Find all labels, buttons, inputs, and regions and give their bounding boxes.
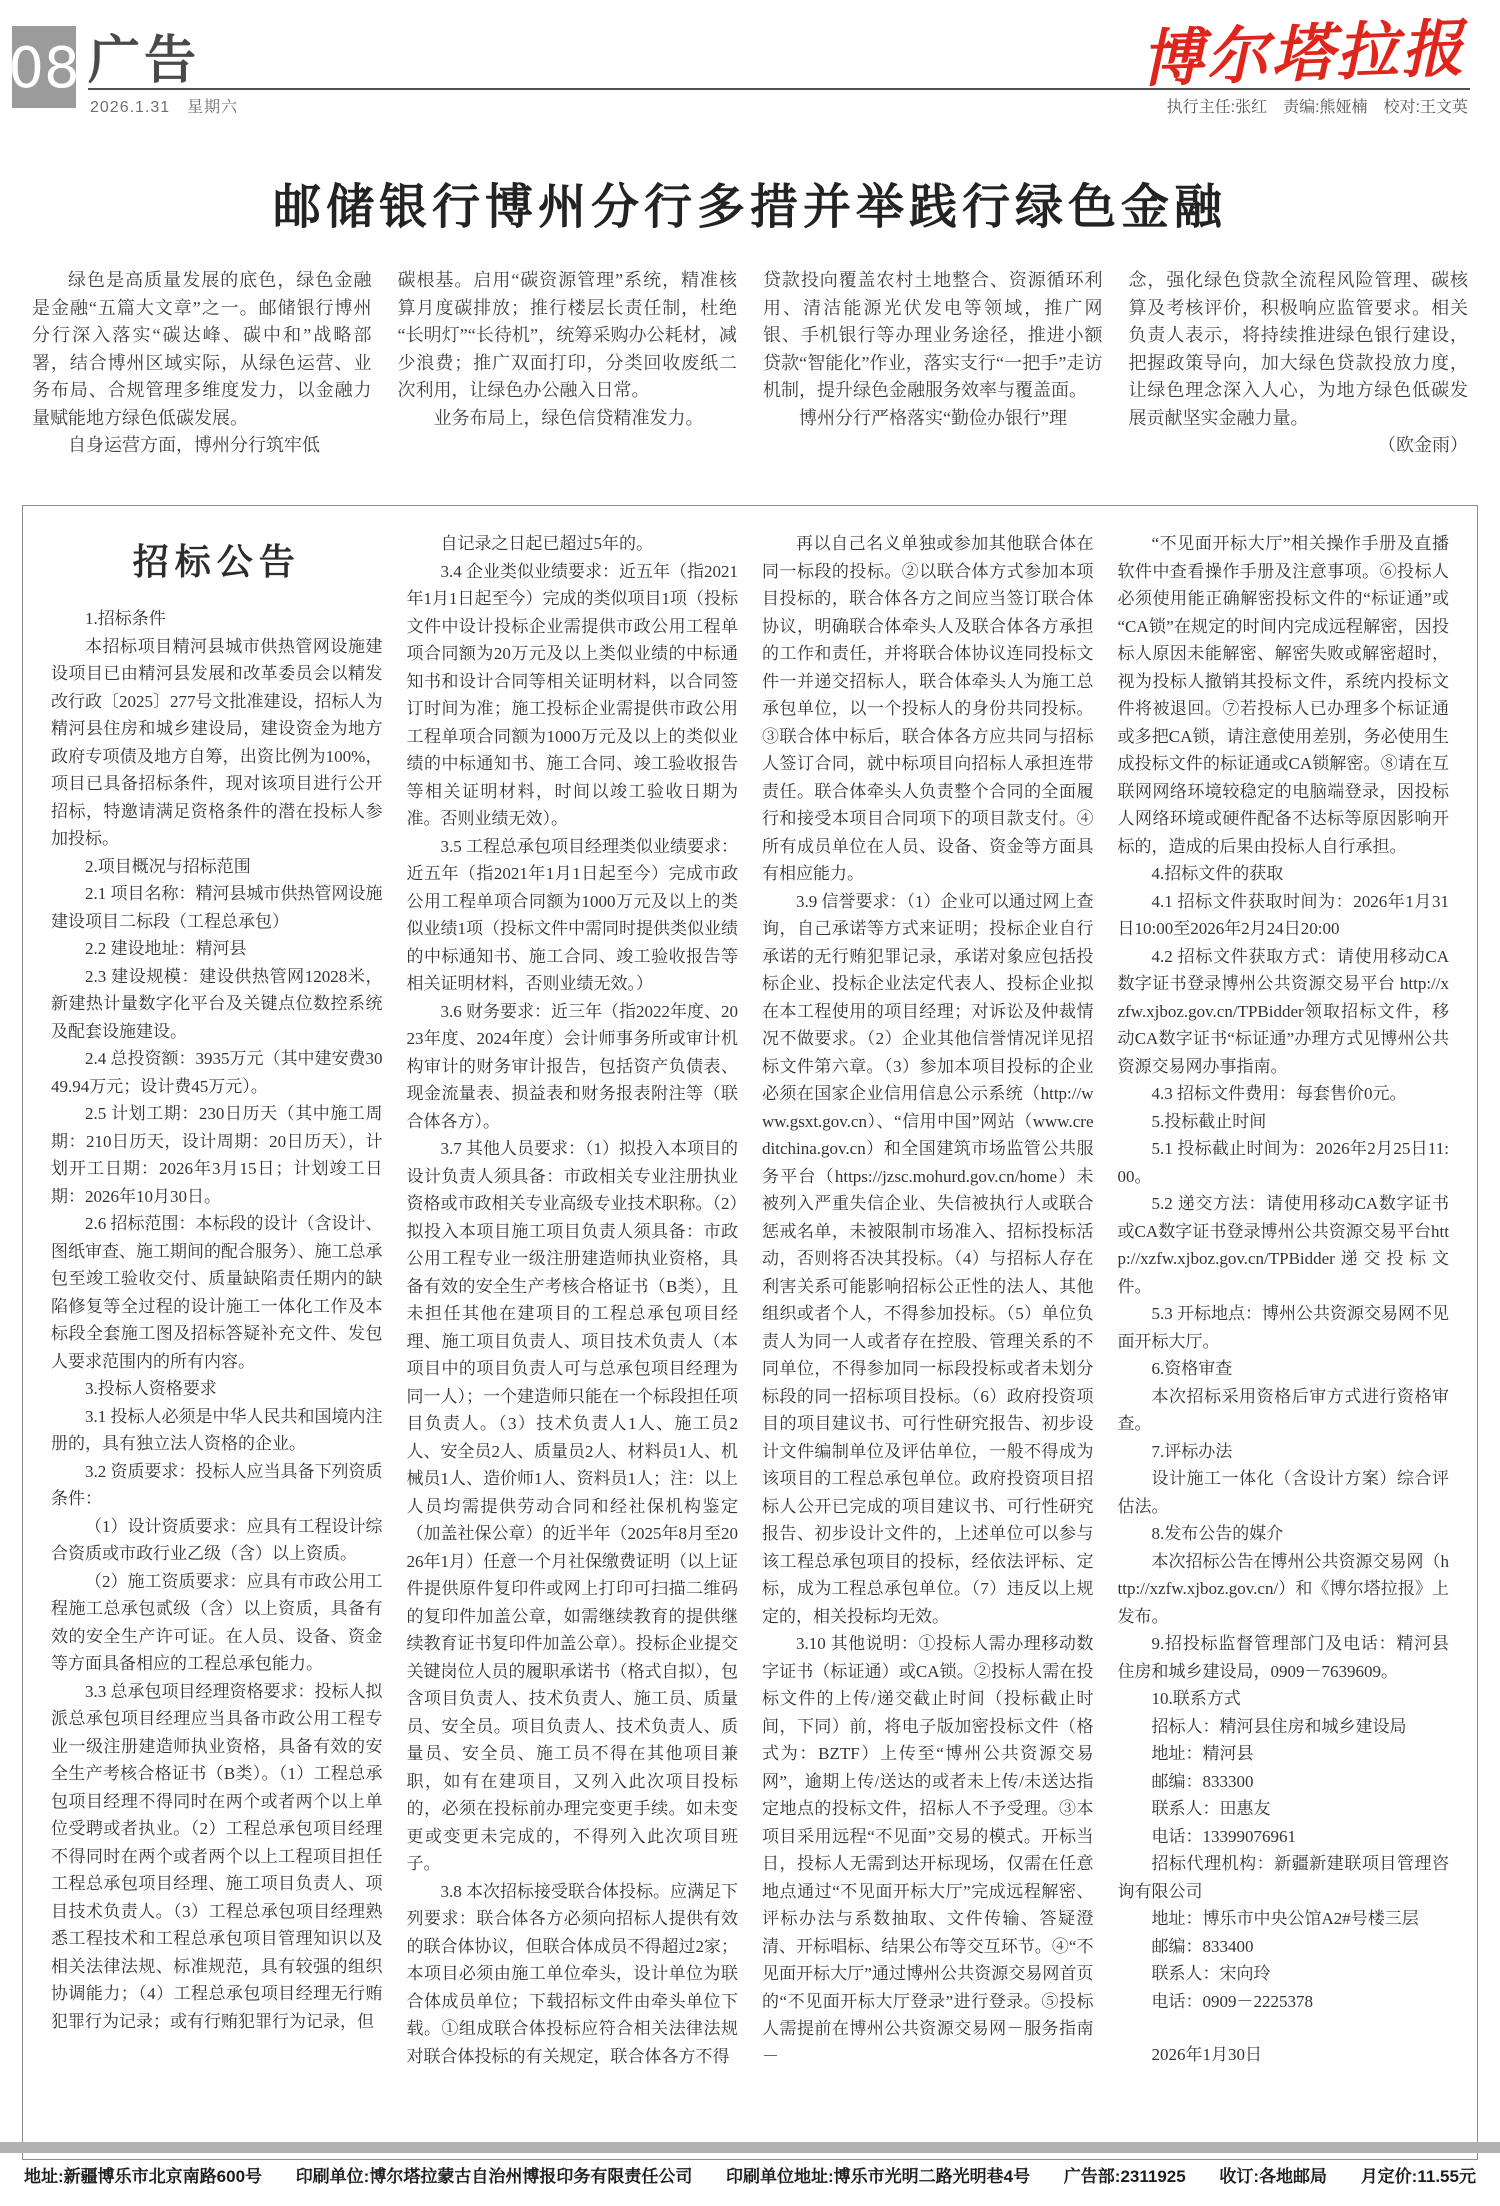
paragraph: 2.2 建设地址：精河县	[85, 939, 247, 958]
tender-column-1	[51, 530, 383, 2135]
section-title: 广告	[88, 32, 201, 90]
paragraph: 2.4 总投资额：3935万元（其中建安费3049.94万元；设计费45万元）。	[51, 1049, 383, 1096]
paragraph: 5.2 递交方法：请使用移动CA数字证书或CA数字证书登录博州公共资源交易平台http://xzfw.xjboz.gov.cn/TPBidder递交投标文件。	[1117, 1194, 1449, 1296]
footer-printer-address: 印刷单位地址:博乐市光明二路光明巷4号	[726, 2167, 1031, 2186]
paragraph: 2.3 建设规模：建设供热管网12028米，新建热计量数字化平台及关键点位数控系统及配套设施建设。	[51, 966, 383, 1041]
footer-printer: 印刷单位:博尔塔拉蒙古自治州博报印务有限责任公司	[295, 2167, 693, 2186]
paragraph: 邮编：833400	[1151, 1936, 1254, 1956]
tender-column-4	[1118, 530, 1450, 2135]
paragraph: 5.1 投标截止时间为：2026年2月25日11:00。	[1117, 1139, 1449, 1186]
paragraph: 4.2 招标文件获取方式：请使用移动CA数字证书登录博州公共资源交易平台 http://xzfw.xjboz.gov.cn/TPBidder领取招标文件，移动CA数字证书“标证通”办理方式见博州公共资源交易网办事指南。	[1117, 946, 1449, 1076]
paragraph: 3.6 财务要求：近三年（指2022年度、2023年度、2024年度）会计师事务所或审计机构审计的财务审计报告，包括资产负债表、现金流量表、损益表和财务报表附注等（联合体各方）。	[406, 1001, 738, 1131]
lead-article	[0, 168, 1500, 463]
paragraph: （2）施工资质要求：应具有市政公用工程施工总承包贰级（含）以上资质，具备有效的安全生产许可证。在人员、设备、资金等方面具备相应的工程总承包能力。	[51, 1571, 383, 1673]
article-column-2	[398, 267, 738, 463]
paragraph: 2.项目概况与招标范围	[85, 856, 251, 876]
paragraph: 地址：精河县	[1151, 1744, 1254, 1763]
footer-ad-phone: 广告部:2311925	[1063, 2167, 1186, 2186]
paragraph: 自身运营方面，博州分行筑牢低	[68, 435, 320, 455]
paragraph: 业务布局上，绿色信贷精准发力。	[433, 407, 704, 428]
paragraph: 本次招标公告在博州公共资源交易网（http://xzfw.xjboz.gov.cn/）和《博尔塔拉报》上发布。	[1117, 1551, 1449, 1626]
paragraph: 设计施工一体化（含设计方案）综合评估法。	[1117, 1469, 1449, 1516]
paragraph: 绿色是高质量发展的底色，绿色金融是金融“五篇大文章”之一。邮储银行博州分行深入落实“碳达峰、碳中和”战略部署，结合博州区域实际，从绿色运营、业务布局、合规管理多维度发力，以金融力量赋能地方绿色低碳发展。	[32, 270, 372, 428]
paragraph: 3.7 其他人员要求：（1）拟投入本项目的设计负责人须具备：市政相关专业注册执业资格或市政相关专业高级专业技术职称。（2）拟投入本项目施工项目负责人须具备：市政公用工程专业一级注册建造师执业资格，具备有效的安全生产考核合格证书（B类），且未担任其他在建项目的工程总承包项目经理、施工项目负责人、项目技术负责人（本项目中的项目负责人可与总承包项目经理为同一人）；一个建造师只能在一个标段担任项目负责人。（3）技术负责人1人、施工员2人、安全员2人、质量员2人、材料员1人、机械员1人、造价师1人、资料员1人；注：以上人员均需提供劳动合同和经社保机构鉴定（加盖社保公章）的近半年（2025年8月至2026年1月）任意一个月社保缴费证明（以上证件提供原件复印件或网上打印可扫描二维码的复印件加盖公章，如需继续教育的提供继续教育证书复印件加盖公章）。投标企业提交关键岗位人员的履职承诺书（格式自拟），包含项目负责人、技术负责人、施工员、质量员、安全员。项目负责人、技术负责人、质量员、安全员、施工员不得在其他项目兼职，如有在建项目，又列入此次项目投标的，必须在投标前办理完变更手续。如未变更或变更未完成的，不得列入此次项目班子。	[406, 1139, 738, 1873]
paragraph: 3.8 本次招标接受联合体投标。应满足下列要求：联合体各方必须向招标人提供有效的联合体协议，但联合体成员不得超过2家；本项目必须由施工单位牵头，设计单位为联合体成员单位；下载招标文件由牵头单位下载。①组成联合体投标应符合相关法律法规对联合体投标的有关规定，联合体各方不得	[406, 1881, 738, 2066]
page-number-badge: 08	[12, 26, 76, 108]
paragraph: 8.发布公告的媒介	[1151, 1524, 1284, 1543]
paragraph: 10.联系方式	[1151, 1689, 1241, 1708]
paragraph: 3.2 资质要求：投标人应当具备下列资质条件：	[51, 1461, 383, 1508]
article-column-4	[1129, 267, 1469, 463]
paragraph: 5.3 开标地点：博州公共资源交易网不见面开标大厅。	[1117, 1304, 1449, 1351]
paragraph: 招标人：精河县住房和城乡建设局	[1151, 1716, 1407, 1736]
paragraph: 念，强化绿色贷款全流程风险管理、碳核算及考核评价，积极响应监管要求。相关负责人表示，将持续推进绿色银行建设，把握政策导向，加大绿色贷款投放力度，让绿色理念深入人心，为地方绿色低碳发展贡献坚实金融力量。	[1128, 270, 1468, 428]
paragraph: （欧金雨）	[1378, 435, 1468, 455]
paragraph: （1）设计资质要求：应具有工程设计综合资质或市政行业乙级（含）以上资质。	[51, 1516, 383, 1563]
paragraph: 3.1 投标人必须是中华人民共和国境内注册的，具有独立法人资格的企业。	[51, 1406, 383, 1453]
paragraph: 7.评标办法	[1151, 1441, 1233, 1461]
paragraph: 9.招投标监督管理部门及电话：精河县住房和城乡建设局，0909－7639609。	[1117, 1634, 1449, 1681]
tender-column-2	[407, 530, 739, 2135]
paragraph: 4.3 招标文件费用：每套售价0元。	[1151, 1084, 1407, 1103]
footer-address: 地址:新疆博乐市北京南路600号	[24, 2167, 263, 2186]
paragraph: 4.招标文件的获取	[1151, 864, 1284, 883]
paragraph: 电话：0909－2225378	[1151, 1991, 1313, 2011]
footer-info-line	[0, 2153, 1500, 2187]
footer-subscription: 收订:各地邮局	[1219, 2167, 1328, 2186]
page-footer	[0, 2142, 1500, 2206]
paragraph: 4.1 招标文件获取时间为：2026年1月31日10:00至2026年2月24日20:00	[1117, 891, 1449, 938]
paragraph: 招标代理机构：新疆新建联项目管理咨询有限公司	[1117, 1854, 1449, 1901]
paragraph: 邮编：833300	[1151, 1771, 1254, 1791]
newspaper-masthead: 博尔塔拉报	[1140, 15, 1468, 95]
paragraph: 3.9 信誉要求：（1）企业可以通过网上查询，自己承诺等方式来证明；投标企业自行承诺的无行贿犯罪记录，承诺对象应包括投标企业、投标企业法定代表人、投标企业拟在本工程使用的项目经理；对诉讼及仲裁情况不做要求。（2）企业其他信誉情况详见招标文件第六章。（3）参加本项目投标的企业必须在国家企业信用信息公示系统（http://www.gsxt.gov.cn）、“信用中国”网站（www.creditchina.gov.cn）和全国建筑市场监管公共服务平台（https://jzsc.mohurd.gov.cn/home）未被列入严重失信企业、失信被执行人或联合惩戒名单，未被限制市场准入、招标投标活动，否则将否决其投标。（4）与招标人存在利害关系可能影响招标公正性的法人、其他组织或者个人，不得参加投标。（5）单位负责人为同一人或者存在控股、管理关系的不同单位，不得参加同一标段投标或者未划分标段的同一招标项目投标。（6）政府投资项目的项目建议书、可行性研究报告、初步设计文件编制单位及评估单位，一般不得成为该项目的工程总承包单位。政府投资项目招标人公开已完成的项目建议书、可行性研究报告、初步设计文件的，上述单位可以参与该工程总承包项目的投标，经依法评标、定标，成为工程总承包单位。（7）违反以上规定的，相关投标均无效。	[762, 891, 1094, 1626]
paragraph: 自记录之日起已超过5年的。	[440, 534, 653, 553]
paragraph: 贷款投向覆盖农村土地整合、资源循环利用、清洁能源光伏发电等领域，推广网银、手机银行等办理业务途径，推进小额贷款“智能化”作业，落实支行“一把手”走访机制，提升绿色金融服务效率与覆盖面。	[763, 270, 1103, 400]
paragraph: 本招标项目精河县城市供热管网设施建设项目已由精河县发展和改革委员会以精发改行政〔2025〕277号文批准建设，招标人为精河县住房和城乡建设局，建设资金为地方政府专项债及地方自筹，出资比例为100%，项目已具备招标条件，现对该项目进行公开招标，特邀请满足资格条件的潜在投标人参加投标。	[51, 636, 383, 848]
footer-divider-bar	[0, 2142, 1500, 2153]
paragraph: 3.5 工程总承包项目经理类似业绩要求：近五年（指2021年1月1日起至今）完成市政公用工程单项合同额为1000万元及以上的类似业绩1项（投标文件中需同时提供类似业绩的中标通知书、施工合同、竣工验收报告等相关证明材料，否则业绩无效。）	[406, 836, 738, 993]
article-column-1	[32, 267, 372, 463]
paragraph: 2026年1月30日	[1151, 2045, 1262, 2064]
paragraph: 3.4 企业类似业绩要求：近五年（指2021年1月1日起至今）完成的类似项目1项（投标文件中设计投标企业需提供市政公用工程单项合同额为20万元及以上类似业绩的中标通知书和设计合同等相关证明材料，以合同签订时间为准；施工投标企业需提供市政公用工程单项合同额为1000万元及以上的类似业绩的中标通知书、施工合同、竣工验收报告等相关证明材料，时间以竣工验收日期为准。否则业绩无效）。	[406, 561, 738, 828]
paragraph: 2.1 项目名称：精河县城市供热管网设施建设项目二标段（工程总承包）	[51, 884, 383, 931]
paragraph: 电话：13399076961	[1151, 1826, 1296, 1846]
paragraph: 6.资格审查	[1151, 1359, 1233, 1378]
paragraph: 2.5 计划工期：230日历天（其中施工周期：210日历天，设计周期：20日历天），计划开工日期：2026年3月15日；计划竣工日期：2026年10月30日。	[51, 1104, 383, 1206]
paragraph: “不见面开标大厅”相关操作手册及直播软件中查看操作手册及注意事项。⑥投标人必须使用能正确解密投标文件的“标证通”或“CA锁”在规定的时间内完成远程解密，因投标人原因未能解密、解密失败或解密超时，视为投标人撤销其投标文件，系统内投标文件将被退回。⑦若投标人已办理多个标证通或多把CA锁，请注意使用差别，务必使用生成投标文件的标证通或CA锁解密。⑧请在互联网网络环境较稳定的电脑端登录，因投标人网络环境或硬件配备不达标等原因影响开标的，造成的后果由投标人自行承担。	[1117, 534, 1449, 856]
paragraph: 2.6 招标范围：本标段的设计（含设计、图纸审查、施工期间的配合服务）、施工总承包至竣工验收交付、质量缺陷责任期内的缺陷修复等全过程的设计施工一体化工作及本标段全套施工图及招标答疑补充文件、发包人要求范围内的所有内容。	[51, 1214, 383, 1371]
paragraph: 1.招标条件	[85, 609, 166, 628]
paragraph: 再以自己名义单独或参加其他联合体在同一标段的投标。②以联合体方式参加本项目投标的，联合体各方之间应当签订联合体协议，明确联合体牵头人及联合体各方承担的工作和责任，并将联合体协议连同投标文件一并递交招标人，联合体牵头人为施工总承包单位，以一个投标人的身份共同投标。③联合体中标后，联合体各方应共同与招标人签订合同，就中标项目向招标人承担连带责任。联合体牵头人负责整个合同的全面履行和接受本项目合同项下的项目款支付。④所有成员单位在人员、设备、资金等方面具有相应能力。	[762, 534, 1094, 883]
footer-price: 月定价:11.55元	[1360, 2167, 1476, 2186]
paragraph: 碳根基。启用“碳资源管理”系统，精准核算月度碳排放；推行楼层长责任制，杜绝“长明灯”“长待机”，统筹采购办公耗材，减少浪费；推广双面打印，分类回收废纸二次利用，让绿色办公融入日常。	[397, 270, 737, 400]
tender-column-3	[762, 530, 1094, 2135]
paragraph: 本次招标采用资格后审方式进行资格审查。	[1117, 1386, 1449, 1433]
tender-title: 招标公告	[132, 541, 301, 582]
paragraph: 5.投标截止时间	[1151, 1111, 1267, 1131]
tender-notice-box	[22, 505, 1478, 2160]
tender-column-1-text	[51, 605, 383, 2035]
paragraph: 3.投标人资格要求	[85, 1379, 217, 1398]
article-title: 邮储银行博州分行多措并举践行绿色金融	[272, 181, 1227, 234]
paragraph: 3.10 其他说明：①投标人需办理移动数字证书（标证通）或CA锁。②投标人需在投标文件的上传/递交截止时间（投标截止时间，下同）前，将电子版加密投标文件（格式为：BZTF）上传至“博州公共资源交易网”，逾期上传/送达的或者未上传/未送达指定地点的投标文件，招标人不予受理。③本项目采用远程“不见面”交易的模式。开标当日，投标人无需到达开标现场，仅需在任意地点通过“不见面开标大厅”完成远程解密、评标办法与系数抽取、文件传输、答疑澄清、开标唱标、结果公布等交互环节。④“不见面开标大厅”通过博州公共资源交易网首页的“不见面开标大厅登录”进行登录。⑤投标人需提前在博州公共资源交易网－服务指南－	[762, 1634, 1094, 2066]
paragraph: 联系人：宋向玲	[1151, 1964, 1271, 1983]
staff-credits: 执行主任:张红 责编:熊娅楠 校对:王文英	[1166, 99, 1468, 116]
paragraph: 博州分行严格落实“勤俭办银行”理	[799, 407, 1067, 428]
paragraph: 地址：博乐市中央公馆A2#号楼三层	[1151, 1909, 1419, 1928]
page-header	[0, 0, 1500, 118]
paragraph: 3.3 总承包项目经理资格要求：投标人拟派总承包项目经理应当具备市政公用工程专业一级注册建造师执业资格，具备有效的安全生产考核合格证书（B类）。（1）工程总承包项目经理不得同时在两个或者两个以上单位受聘或者执业。（2）工程总承包项目经理不得同时在两个或者两个以上工程项目担任工程总承包项目经理、施工项目负责人、项目技术负责人。（3）工程总承包项目经理熟悉工程技术和工程总承包项目管理知识以及相关法律法规、标准规范，具有较强的组织协调能力；（4）工程总承包项目经理无行贿犯罪行为记录；或有行贿犯罪行为记录，但	[51, 1681, 383, 2031]
article-column-3	[763, 267, 1103, 463]
article-body	[32, 267, 1468, 463]
paragraph: 联系人：田惠友	[1151, 1799, 1271, 1818]
header-date: 2026.1.31 星期六	[90, 99, 239, 116]
